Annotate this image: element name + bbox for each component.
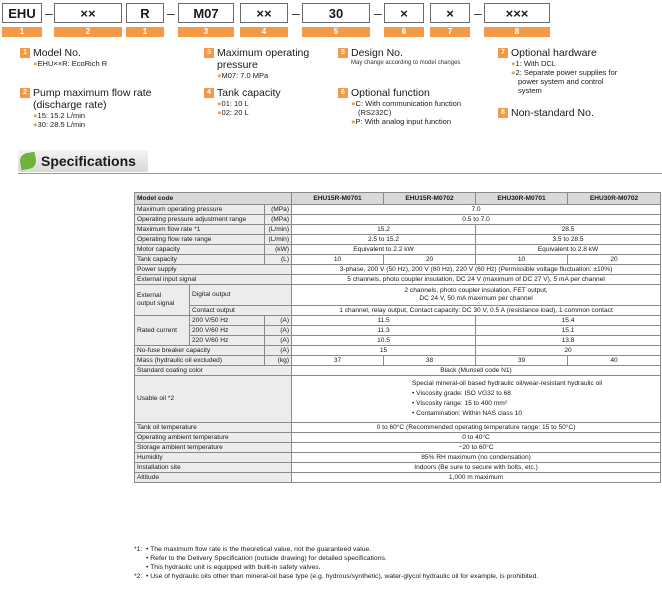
legend-tank: 4 Tank capacity ●01: 10 L ●02: 20 L xyxy=(204,87,281,117)
row-label: Power supply xyxy=(135,265,292,275)
legend-number: 2 xyxy=(20,88,30,98)
legend-pressure: 3 Maximum operating pressure ●M07: 7.0 MPa xyxy=(204,47,309,80)
row-unit: (L) xyxy=(265,255,292,265)
legend-flow: 2 Pump maximum flow rate (discharge rate) ●15: 15.2 L/min ●30: 28.5 L/min xyxy=(20,87,151,129)
row-value: 15.1 xyxy=(476,326,661,336)
row-label: External input signal xyxy=(135,275,292,285)
row-value: 11.3 xyxy=(292,326,476,336)
row-value: 15.2 xyxy=(292,225,476,235)
row-label: Motor capacity xyxy=(135,245,265,255)
row-unit: (kg) xyxy=(265,356,292,366)
table-row xyxy=(135,463,661,473)
row-label: No-fuse breaker capacity xyxy=(135,346,265,356)
code-segment: EHU xyxy=(2,3,42,23)
row-label: Tank capacity xyxy=(135,255,265,265)
row-value: 20 xyxy=(568,255,661,265)
row-value: 0 to 40°C xyxy=(292,433,661,443)
header-cell: Model code xyxy=(135,193,292,205)
row-unit: (L/min) xyxy=(265,225,292,235)
legend-nonstd xyxy=(498,107,594,119)
oil-line: Viscosity range: 15 to 400 mm² xyxy=(416,400,507,407)
row-value: 1,000 m maximum xyxy=(292,473,661,483)
row-value: 10.5 xyxy=(292,336,476,346)
footnote-key: *1: xyxy=(134,546,143,553)
legend-title-cont: (discharge rate) xyxy=(33,99,107,111)
legend-design xyxy=(338,47,460,68)
legend-title: Optional hardware xyxy=(511,47,597,59)
section-rule xyxy=(18,173,662,174)
legend-option-cont: power system and control xyxy=(518,77,604,86)
row-value: 1 channel, relay output, Contact capacity: DC 30 V, 0.5 A (resistance load), 1 common contact xyxy=(292,306,661,316)
code-number: 1 xyxy=(126,27,164,37)
model-code-row xyxy=(0,3,662,25)
legend-number: 1 xyxy=(20,48,30,58)
row-unit: (L/min) xyxy=(265,235,292,245)
row-value-line: 2 channels, photo coupler insulation, FET output, xyxy=(404,287,548,294)
footnotes xyxy=(134,545,654,581)
legend-note: May change according to model changes xyxy=(351,60,461,66)
section-title: Specifications xyxy=(41,153,136,169)
row-value: 38 xyxy=(384,356,476,366)
table-row xyxy=(135,245,661,255)
legend-number: 3 xyxy=(204,48,214,58)
row-value: 20 xyxy=(384,255,476,265)
row-value: 85% RH maximum (no condensation) xyxy=(292,453,661,463)
section-header xyxy=(0,150,662,174)
legend-option: 1: With DCL xyxy=(515,59,556,68)
header-cell: EHU15R-M0702 xyxy=(384,193,476,205)
table-row xyxy=(135,326,661,336)
row-label: Rated current xyxy=(135,316,190,346)
legend-title: Design No. xyxy=(351,47,403,59)
row-value: 15.4 xyxy=(476,316,661,326)
row-value: −20 to 60°C xyxy=(292,443,661,453)
row-unit: (MPa) xyxy=(265,215,292,225)
table-row xyxy=(135,356,661,366)
row-value: 39 xyxy=(476,356,568,366)
row-label: Tank oil temperature xyxy=(135,423,292,433)
table-row xyxy=(135,205,661,215)
legend-option-cont: (RS232C) xyxy=(358,108,392,117)
code-dash: – xyxy=(45,5,53,21)
row-value: 7.0 xyxy=(292,205,661,215)
code-segment: ×× xyxy=(240,3,288,23)
row-unit: (MPa) xyxy=(265,205,292,215)
table-row xyxy=(135,366,661,376)
legend-title: Optional function xyxy=(351,87,430,99)
code-number: 8 xyxy=(484,27,550,37)
legend-number: 4 xyxy=(204,88,214,98)
row-value: 2.5 to 15.2 xyxy=(292,235,476,245)
legend-number: 5 xyxy=(338,48,348,58)
row-value: 20 xyxy=(476,346,661,356)
table-row xyxy=(135,443,661,453)
table-row xyxy=(135,306,661,316)
code-segment: R xyxy=(126,3,164,23)
code-segment: × xyxy=(430,3,470,23)
legend-number: 8 xyxy=(498,108,508,118)
legend-option: 2: Separate power supplies for xyxy=(515,68,618,77)
row-value: 13.8 xyxy=(476,336,661,346)
legend-function: 6 Optional function ●C: With communication function (RS232C) ●P: With analog input function xyxy=(338,87,461,126)
code-number: 7 xyxy=(430,27,470,37)
row-value: 40 xyxy=(568,356,661,366)
row-label: Installation site xyxy=(135,463,292,473)
legend-option: 01: 10 L xyxy=(221,99,249,108)
row-label: Operating flow rate range xyxy=(135,235,265,245)
code-number-row xyxy=(0,27,662,38)
table-row xyxy=(135,225,661,235)
row-label: Mass (hydraulic oil excluded) xyxy=(135,356,265,366)
row-value: 28.5 xyxy=(476,225,661,235)
model-code-legend xyxy=(0,47,662,147)
row-label: Maximum operating pressure xyxy=(135,205,265,215)
row-unit: (kW) xyxy=(265,245,292,255)
row-unit: (A) xyxy=(265,336,292,346)
code-segment: × xyxy=(384,3,424,23)
code-segment: ××× xyxy=(484,3,550,23)
row-value xyxy=(292,285,661,306)
code-dash: – xyxy=(374,5,382,21)
legend-option: 15: 15.2 L/min xyxy=(37,111,86,120)
header-cell: EHU30R-M0701 xyxy=(476,193,568,205)
row-sublabel: 220 V/60 Hz xyxy=(190,336,265,346)
table-row xyxy=(135,423,661,433)
row-label: Altitude xyxy=(135,473,292,483)
code-dash: – xyxy=(167,5,175,21)
row-label xyxy=(135,285,190,316)
table-header-row xyxy=(135,193,661,205)
row-value: Equivalent to 2.8 kW xyxy=(476,245,661,255)
row-value-line: DC 24 V, 50 mA maximum per channel xyxy=(419,295,533,302)
oil-line: Special mineral-oil based hydraulic oil/wear-resistant hydraulic oil xyxy=(412,380,603,387)
legend-hardware: 7 Optional hardware ●1: With DCL ●2: Separate power supplies for power system and control system xyxy=(498,47,617,95)
legend-model-no: 1 Model No. ●EHU××R: EcoRich R xyxy=(20,47,107,68)
row-value: Special mineral-oil based hydraulic oil/wear-resistant hydraulic oil • Viscosity grade: ISO VG32 to 68 • Viscosity range: 15 to 400 mm² • Contamination: Within NAS class 10 xyxy=(292,376,661,423)
oil-line: Viscosity grade: ISO VG32 to 68 xyxy=(416,390,511,397)
legend-number: 6 xyxy=(338,88,348,98)
header-cell: EHU15R-M0701 xyxy=(292,193,384,205)
legend-title: Tank capacity xyxy=(217,87,281,99)
footnote-text: • Use of hydraulic oils other than mineral-oil base type (e.g. hydrous/synthetic), water-glycol hydraulic oil for example, is prohibited. xyxy=(146,573,539,580)
footnote-text: • This hydraulic unit is equipped with built-in safety valves. xyxy=(146,564,321,571)
row-label: Operating ambient temperature xyxy=(135,433,292,443)
code-dash: – xyxy=(292,5,300,21)
row-value: 0.5 to 7.0 xyxy=(292,215,661,225)
row-value: 0 to 60°C (Recommended operating temperature range: 15 to 50°C) xyxy=(292,423,661,433)
footnote-key: *2: xyxy=(134,573,143,580)
code-segment: 30 xyxy=(302,3,370,23)
legend-option: EHU××R: EcoRich R xyxy=(37,59,108,68)
row-value: 11.5 xyxy=(292,316,476,326)
oil-line: Contamination: Within NAS class 10 xyxy=(416,410,523,417)
code-number: 4 xyxy=(240,27,288,37)
row-label: Operating pressure adjustment range xyxy=(135,215,265,225)
row-value: 15 xyxy=(292,346,476,356)
table-row xyxy=(135,336,661,346)
row-unit: (A) xyxy=(265,316,292,326)
row-unit: (A) xyxy=(265,346,292,356)
row-label: Usable oil *2 xyxy=(135,376,292,423)
row-value: Indoors (Be sure to secure with bolts, etc.) xyxy=(292,463,661,473)
table-row xyxy=(135,316,661,326)
table-row xyxy=(135,346,661,356)
footnote-text: • The maximum flow rate is the theoretical value, not the guaranteed value. xyxy=(146,546,372,553)
row-value: 37 xyxy=(292,356,384,366)
code-number: 3 xyxy=(178,27,234,37)
row-value: 10 xyxy=(476,255,568,265)
row-sublabel: 200 V/60 Hz xyxy=(190,326,265,336)
footnote-text: • Refer to the Delivery Specification (outside drawing) for detailed specifications. xyxy=(146,555,387,562)
code-number: 2 xyxy=(54,27,122,37)
code-number: 5 xyxy=(302,27,370,37)
code-dash: – xyxy=(474,5,482,21)
code-segment: ×× xyxy=(54,3,122,23)
table-row xyxy=(135,235,661,245)
table-row xyxy=(135,453,661,463)
row-value: 5 channels, photo coupler insulation, DC 24 V (maximum of DC 27 V), 5 mA per channel xyxy=(292,275,661,285)
code-segment: M07 xyxy=(178,3,234,23)
row-sublabel: Contact output xyxy=(190,306,292,316)
legend-title: Pump maximum flow rate xyxy=(33,87,152,99)
legend-option-cont: system xyxy=(518,86,542,95)
row-label: Humidity xyxy=(135,453,292,463)
legend-option: C: With communication function xyxy=(355,99,461,108)
legend-title: Non-standard No. xyxy=(511,107,594,119)
row-value: 3-phase, 200 V (50 Hz), 200 V (60 Hz), 220 V (60 Hz) (Permissible voltage fluctuation: ±10%) xyxy=(292,265,661,275)
legend-option: 30: 28.5 L/min xyxy=(37,120,86,129)
legend-title-cont: pressure xyxy=(217,59,258,71)
row-unit: (A) xyxy=(265,326,292,336)
code-number: 1 xyxy=(2,27,42,37)
legend-title: Model No. xyxy=(33,47,81,59)
table-row xyxy=(135,376,661,423)
legend-title: Maximum operating xyxy=(217,47,310,59)
legend-number: 7 xyxy=(498,48,508,58)
legend-option: P: With analog input function xyxy=(355,117,452,126)
specifications-table xyxy=(134,192,661,483)
row-value: 3.5 to 28.5 xyxy=(476,235,661,245)
legend-option: 02: 20 L xyxy=(221,108,249,117)
row-label: Standard coating color xyxy=(135,366,292,376)
row-value: 10 xyxy=(292,255,384,265)
row-sublabel: Digital output xyxy=(190,285,292,306)
code-number: 6 xyxy=(384,27,424,37)
table-row xyxy=(135,215,661,225)
table-row xyxy=(135,285,661,306)
legend-option: M07: 7.0 MPa xyxy=(221,71,269,80)
header-cell: EHU30R-M0702 xyxy=(568,193,661,205)
table-row xyxy=(135,275,661,285)
table-row xyxy=(135,433,661,443)
row-sublabel: 200 V/50 Hz xyxy=(190,316,265,326)
row-label-line: output signal xyxy=(137,300,175,307)
row-value: Equivalent to 2.2 kW xyxy=(292,245,476,255)
row-value: Black (Munsell code N1) xyxy=(292,366,661,376)
table-row xyxy=(135,473,661,483)
table-row xyxy=(135,255,661,265)
row-label: Storage ambient temperature xyxy=(135,443,292,453)
row-label: Maximum flow rate *1 xyxy=(135,225,265,235)
row-label-line: External xyxy=(137,292,162,299)
table-row xyxy=(135,265,661,275)
